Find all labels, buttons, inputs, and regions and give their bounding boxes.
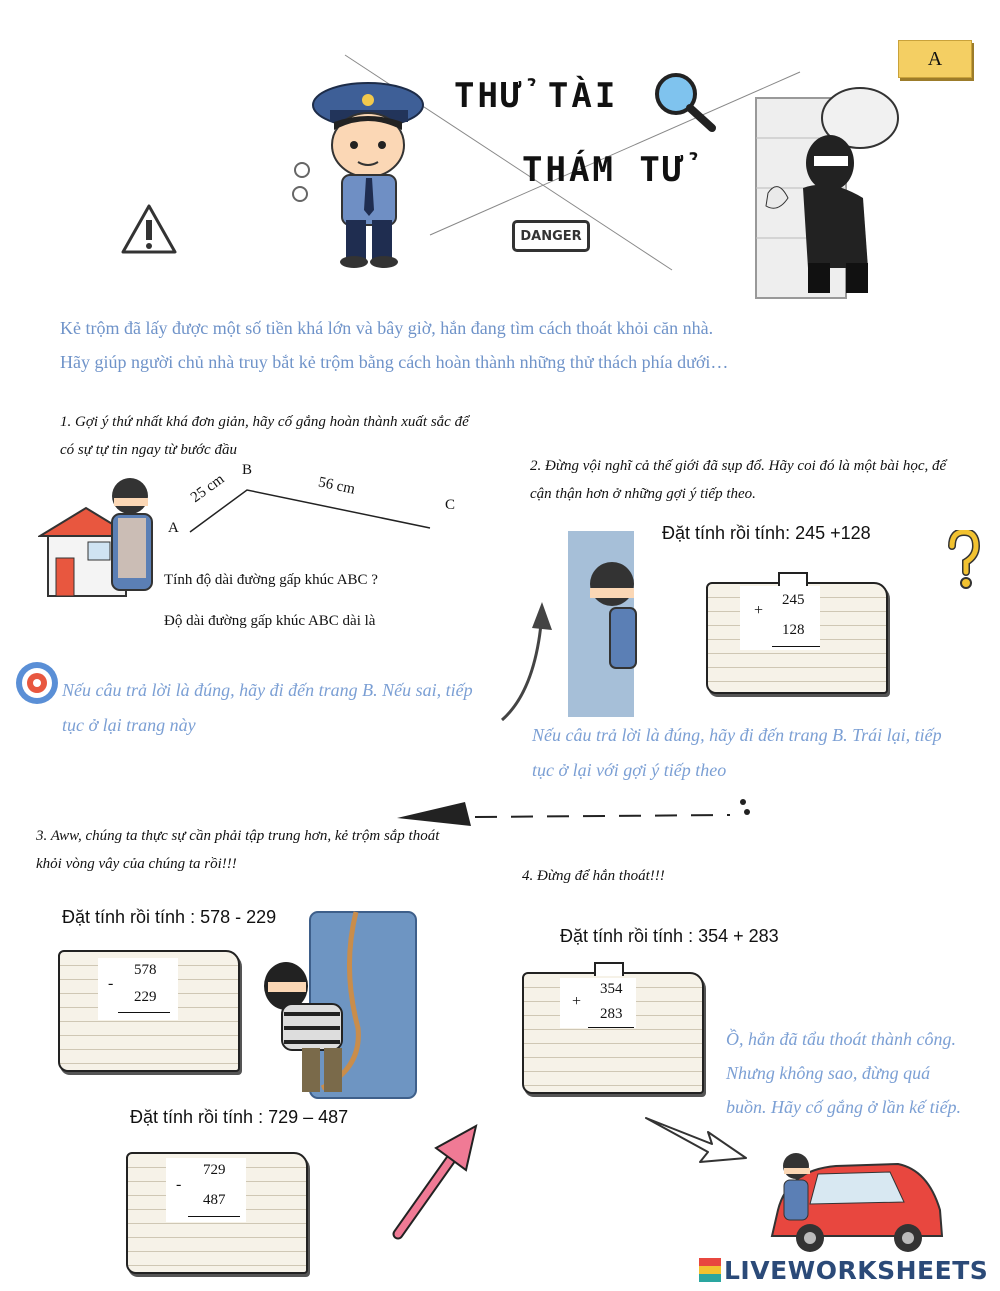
paper-clip: [778, 572, 808, 586]
segment-bc-label: 56 cm: [316, 474, 357, 498]
climbing-thief-illustration: [262, 908, 422, 1100]
hint2-task: Đặt tính rồi tính: 245 +128: [662, 523, 871, 543]
hint1-line-1: 1. Gợi ý thứ nhất khá đơn giản, hãy cố gắng hoàn thành xuất sắc để: [60, 414, 469, 430]
question-mark-icon: [946, 530, 980, 590]
hint3a-result-line: [118, 1012, 170, 1013]
hint3-line-2: khỏi vòng vây của chúng ta rồi!!!: [36, 856, 237, 872]
hint1-question: Tính độ dài đường gấp khúc ABC ?: [164, 572, 378, 588]
segment-ab-label: 25 cm: [188, 471, 228, 506]
hint4-operator: +: [572, 993, 582, 1010]
hint3a-bottom-number: 229: [134, 989, 157, 1005]
hint4-line-1: 4. Đừng để hắn thoát!!!: [522, 868, 665, 884]
hint2-top-number: 245: [782, 592, 805, 608]
peeking-thief-illustration: [580, 560, 638, 672]
hint2-bottom-number: 128: [782, 622, 805, 638]
hint2-feedback-line-1: Nếu câu trả lời là đúng, hãy đi đến trang B. Trái lại, tiếp: [532, 725, 942, 745]
hint1-feedback-line-2: tục ở lại trang này: [62, 715, 196, 735]
hint2-feedback-line-2: tục ở lại với gợi ý tiếp theo: [532, 760, 727, 780]
hint2-line-1: 2. Đừng vội nghĩ cả thế giới đã sụp đổ. Hãy coi đó là một bài học, để: [530, 458, 947, 474]
hint3-line-1: 3. Aww, chúng ta thực sự cần phải tập trung hơn, kẻ trộm sắp thoát: [36, 828, 440, 844]
hint2-operator: +: [754, 602, 764, 619]
hint4-bottom-number: 283: [600, 1006, 623, 1022]
point-b-label: B: [242, 462, 253, 478]
point-a-label: A: [168, 520, 179, 536]
house-thief-illustration: [38, 478, 158, 600]
target-icon: [14, 660, 60, 706]
curved-arrow-up: [496, 600, 556, 724]
hint2-line-2: cận thận hơn ở những gợi ý tiếp theo.: [530, 486, 756, 502]
hint1-feedback-line-1: Nếu câu trả lời là đúng, hãy đi đến trang B. Nếu sai, tiếp: [62, 680, 473, 700]
warning-icon: [120, 202, 178, 256]
hint3-task-a: Đặt tính rồi tính : 578 - 229: [62, 907, 277, 927]
pink-arrow-up-right: [390, 1122, 490, 1244]
hint3b-bottom-number: 487: [203, 1192, 226, 1208]
hint4-sum-line: [588, 1027, 634, 1028]
hint4-task: Đặt tính rồi tính : 354 + 283: [560, 926, 779, 946]
liveworksheets-brand[interactable]: LIVEWORKSHEETS: [724, 1256, 989, 1285]
hint4-fail-line-2: Nhưng không sao, đừng quá: [726, 1063, 931, 1083]
dashed-arrow-left: [395, 790, 760, 830]
title-line-2: THÁM TỬ: [522, 150, 687, 190]
hint2-sum-line: [772, 646, 820, 647]
hint1-line-2: có sự tự tin ngay từ bước đầu: [60, 442, 237, 458]
hint4-fail-line-1: Ồ, hắn đã tẩu thoát thành công.: [726, 1029, 956, 1049]
page-tab-a: A: [898, 40, 972, 78]
intro-line-2: Hãy giúp người chủ nhà truy bắt kẻ trộm bằng cách hoàn thành những thử thách phía dưới…: [60, 352, 729, 372]
hint1-answer-prompt: Độ dài đường gấp khúc ABC dài là: [164, 613, 376, 629]
title-line-1: THỬ TÀI: [454, 76, 619, 116]
hint4-fail-line-3: buồn. Hãy cố gắng ở lần kế tiếp.: [726, 1097, 962, 1117]
thief-with-bag-illustration: [748, 78, 928, 306]
point-c-label: C: [445, 497, 456, 513]
liveworksheets-logo-icon: [699, 1258, 721, 1282]
magnifier-icon: [650, 70, 718, 134]
hint3-task-b: Đặt tính rồi tính : 729 – 487: [130, 1107, 349, 1127]
getaway-car-illustration: [758, 1140, 950, 1256]
hint3a-top-number: 578: [134, 962, 157, 978]
hint2-calc-card: [740, 586, 820, 650]
hint3b-result-line: [188, 1216, 240, 1217]
hint3b-operator: -: [176, 1176, 182, 1193]
policeman-illustration: [290, 70, 440, 270]
outline-arrow-down-right: [642, 1110, 754, 1170]
intro-line-1: Kẻ trộm đã lấy được một số tiền khá lớn và bây giờ, hắn đang tìm cách thoát khỏi căn nhà.: [60, 318, 714, 338]
hint3b-top-number: 729: [203, 1162, 226, 1178]
hint3a-operator: -: [108, 975, 114, 992]
danger-sign: DANGER: [512, 220, 590, 252]
paper-clip-4: [594, 962, 624, 976]
hint4-top-number: 354: [600, 981, 623, 997]
